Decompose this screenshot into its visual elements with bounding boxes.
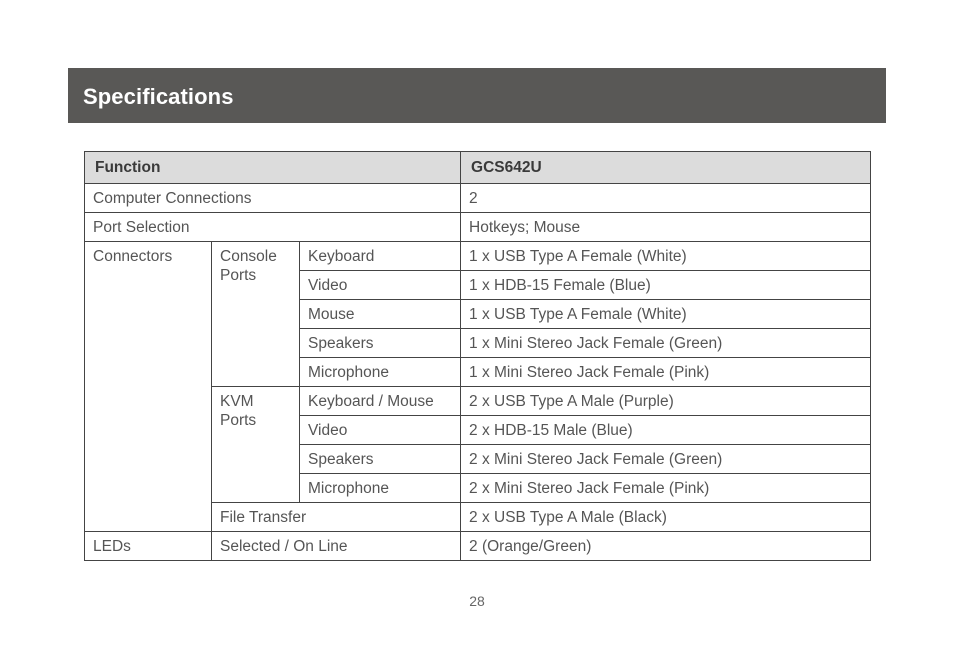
item-name: Keyboard / Mouse (300, 387, 461, 416)
item-value: 1 x USB Type A Female (White) (461, 242, 871, 271)
subgroup-label-console-ports: Console Ports (212, 242, 300, 387)
table-row (85, 213, 871, 242)
row-label-leds: LEDs (85, 532, 212, 561)
table-header-row (85, 152, 871, 184)
item-name: Video (300, 416, 461, 445)
item-name: Microphone (300, 358, 461, 387)
item-name: Speakers (300, 445, 461, 474)
row-value: 2 (Orange/Green) (461, 532, 871, 561)
item-value: 2 x HDB-15 Male (Blue) (461, 416, 871, 445)
item-name: Mouse (300, 300, 461, 329)
item-value: 2 x Mini Stereo Jack Female (Green) (461, 445, 871, 474)
group-label-connectors: Connectors (85, 242, 212, 532)
item-name: Speakers (300, 329, 461, 358)
item-value: 1 x USB Type A Female (White) (461, 300, 871, 329)
item-name: Video (300, 271, 461, 300)
table-row (85, 532, 871, 561)
item-name: Keyboard (300, 242, 461, 271)
table-row (85, 242, 871, 271)
item-value: 2 x USB Type A Male (Purple) (461, 387, 871, 416)
item-value: 1 x Mini Stereo Jack Female (Pink) (461, 358, 871, 387)
section-header-banner (68, 68, 886, 123)
table-row (85, 184, 871, 213)
row-value: Hotkeys; Mouse (461, 213, 871, 242)
item-name: Microphone (300, 474, 461, 503)
column-header-function: Function (85, 152, 461, 184)
item-value: 1 x HDB-15 Female (Blue) (461, 271, 871, 300)
item-value: 1 x Mini Stereo Jack Female (Green) (461, 329, 871, 358)
row-label: Port Selection (85, 213, 461, 242)
specifications-table (84, 151, 871, 561)
item-value: 2 x USB Type A Male (Black) (461, 503, 871, 532)
item-name-file-transfer: File Transfer (212, 503, 461, 532)
subgroup-label-kvm-ports: KVM Ports (212, 387, 300, 503)
row-value: 2 (461, 184, 871, 213)
page-number: 28 (469, 593, 485, 609)
row-sublabel: Selected / On Line (212, 532, 461, 561)
row-label: Computer Connections (85, 184, 461, 213)
page-title: Specifications (83, 84, 234, 109)
column-header-model: GCS642U (461, 152, 871, 184)
item-value: 2 x Mini Stereo Jack Female (Pink) (461, 474, 871, 503)
